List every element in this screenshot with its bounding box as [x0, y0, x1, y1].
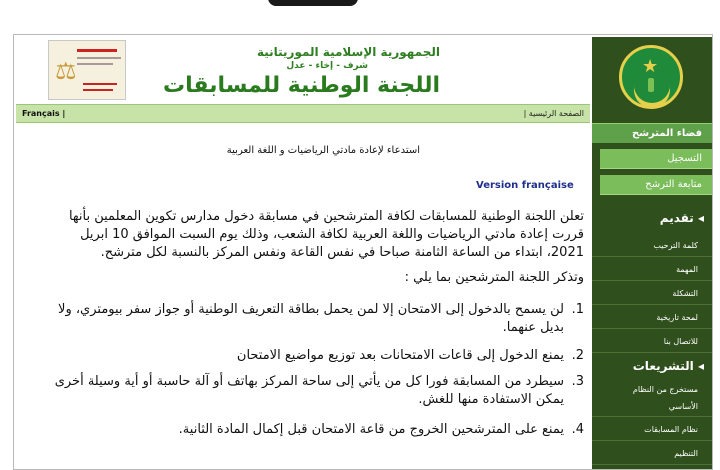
intro-line: 2021، ابتداء من الساعة الثامنة صباحا في نفس القاعة ونفس المركز بالنسبة لكل مترشح. — [100, 245, 584, 260]
rule-number: 1. — [571, 302, 584, 317]
header-motto: شرف - إخاء - عدل — [286, 61, 368, 71]
sidebar-item-mission[interactable]: المهمة — [592, 259, 712, 281]
notice-intro — [14, 208, 584, 262]
rule-text: يمنع على المترشحين الخروج من قاعة الامتحان قبل إكمال المادة الثانية. — [178, 422, 564, 437]
mauritania-emblem-icon: ★ — [619, 45, 683, 109]
page-frame — [13, 34, 713, 470]
site-header — [16, 37, 590, 105]
nav-french-link[interactable]: Français | — [22, 109, 66, 118]
french-version-link[interactable]: Version française — [476, 180, 574, 191]
notice-reminder: وتذكر اللجنة المترشحين بما يلي : — [404, 270, 584, 285]
rule-number: 4. — [571, 422, 584, 437]
scales-icon: ⚖ — [55, 57, 77, 85]
notice-subject: استدعاء لإعادة مادتي الرياضيات و اللغة العربية — [226, 145, 420, 156]
rule-item — [24, 421, 584, 439]
sidebar-register-button[interactable]: التسجيل — [600, 149, 712, 169]
sidebar — [592, 37, 712, 469]
sidebar-item-statute[interactable] — [592, 381, 712, 417]
rule-item — [24, 301, 584, 337]
header-title: اللجنة الوطنية للمسابقات — [163, 73, 440, 98]
sidebar-section-intro[interactable]: ◂ تقديم — [659, 211, 704, 225]
rule-text: يمكن الاستفادة منها للغش. — [418, 392, 564, 407]
sidebar-follow-button[interactable]: متابعة الترشح — [600, 175, 712, 195]
rule-text: لن يسمح بالدخول إلى الامتحان إلا لمن يحمل بطاقة التعريف الوطنية أو جواز سفر بيومتري، ولا — [58, 302, 564, 317]
item-line: الأساسي — [668, 402, 698, 411]
sidebar-item-formation[interactable]: التشكلة — [592, 283, 712, 305]
rule-item — [24, 373, 584, 409]
main-content — [16, 37, 590, 467]
sidebar-item-regulations[interactable]: نظام المسابقات — [592, 419, 712, 441]
rule-number: 3. — [571, 374, 584, 389]
sidebar-item-history[interactable]: لمحة تاريخية — [592, 307, 712, 329]
sidebar-item-organization[interactable]: التنظيم — [592, 443, 712, 465]
commission-logo — [48, 40, 126, 100]
browser-top-strip — [0, 0, 720, 34]
nav-home-link[interactable]: الصفحة الرئيسية | — [523, 109, 584, 118]
rule-text: يمنع الدخول إلى قاعات الامتحانات بعد توزيع مواضيع الامتحان — [236, 348, 564, 363]
header-country: الجمهورية الإسلامية الموريتانية — [256, 45, 440, 59]
rule-item — [24, 347, 584, 365]
rule-text: بديل عنهما. — [502, 320, 564, 335]
section-label: التشريعات — [632, 359, 694, 373]
intro-line: قررت إعادة مادتي الرياضيات واللغة العربية لكافة الشعب، وذلك يوم السبت الموافق 10 ابريل — [80, 227, 584, 242]
intro-line: تعلن اللجنة الوطنية للمسابقات لكافة المترشحين في مسابقة دخول مدارس تكوين المعلمين بأنها — [68, 209, 584, 224]
rule-number: 2. — [571, 348, 584, 363]
sidebar-item-welcome[interactable]: كلمة الترحيب — [592, 235, 712, 257]
nav-bar — [16, 104, 590, 123]
cropped-content — [268, 0, 358, 6]
sidebar-section-laws[interactable]: ◂ التشريعات — [632, 359, 704, 373]
sidebar-candidate-space[interactable]: فضاء المترشح — [592, 123, 712, 143]
section-label: تقديم — [659, 211, 694, 225]
sidebar-item-contact[interactable]: للاتصال بنا — [592, 331, 712, 353]
rule-text: سيطرد من المسابقة فورا كل من يأتي إلى ساحة المركز بهاتف أو آلة حاسبة أو أية وسيلة أخرى — [54, 374, 564, 389]
item-line: مستخرج من النظام — [632, 385, 698, 394]
